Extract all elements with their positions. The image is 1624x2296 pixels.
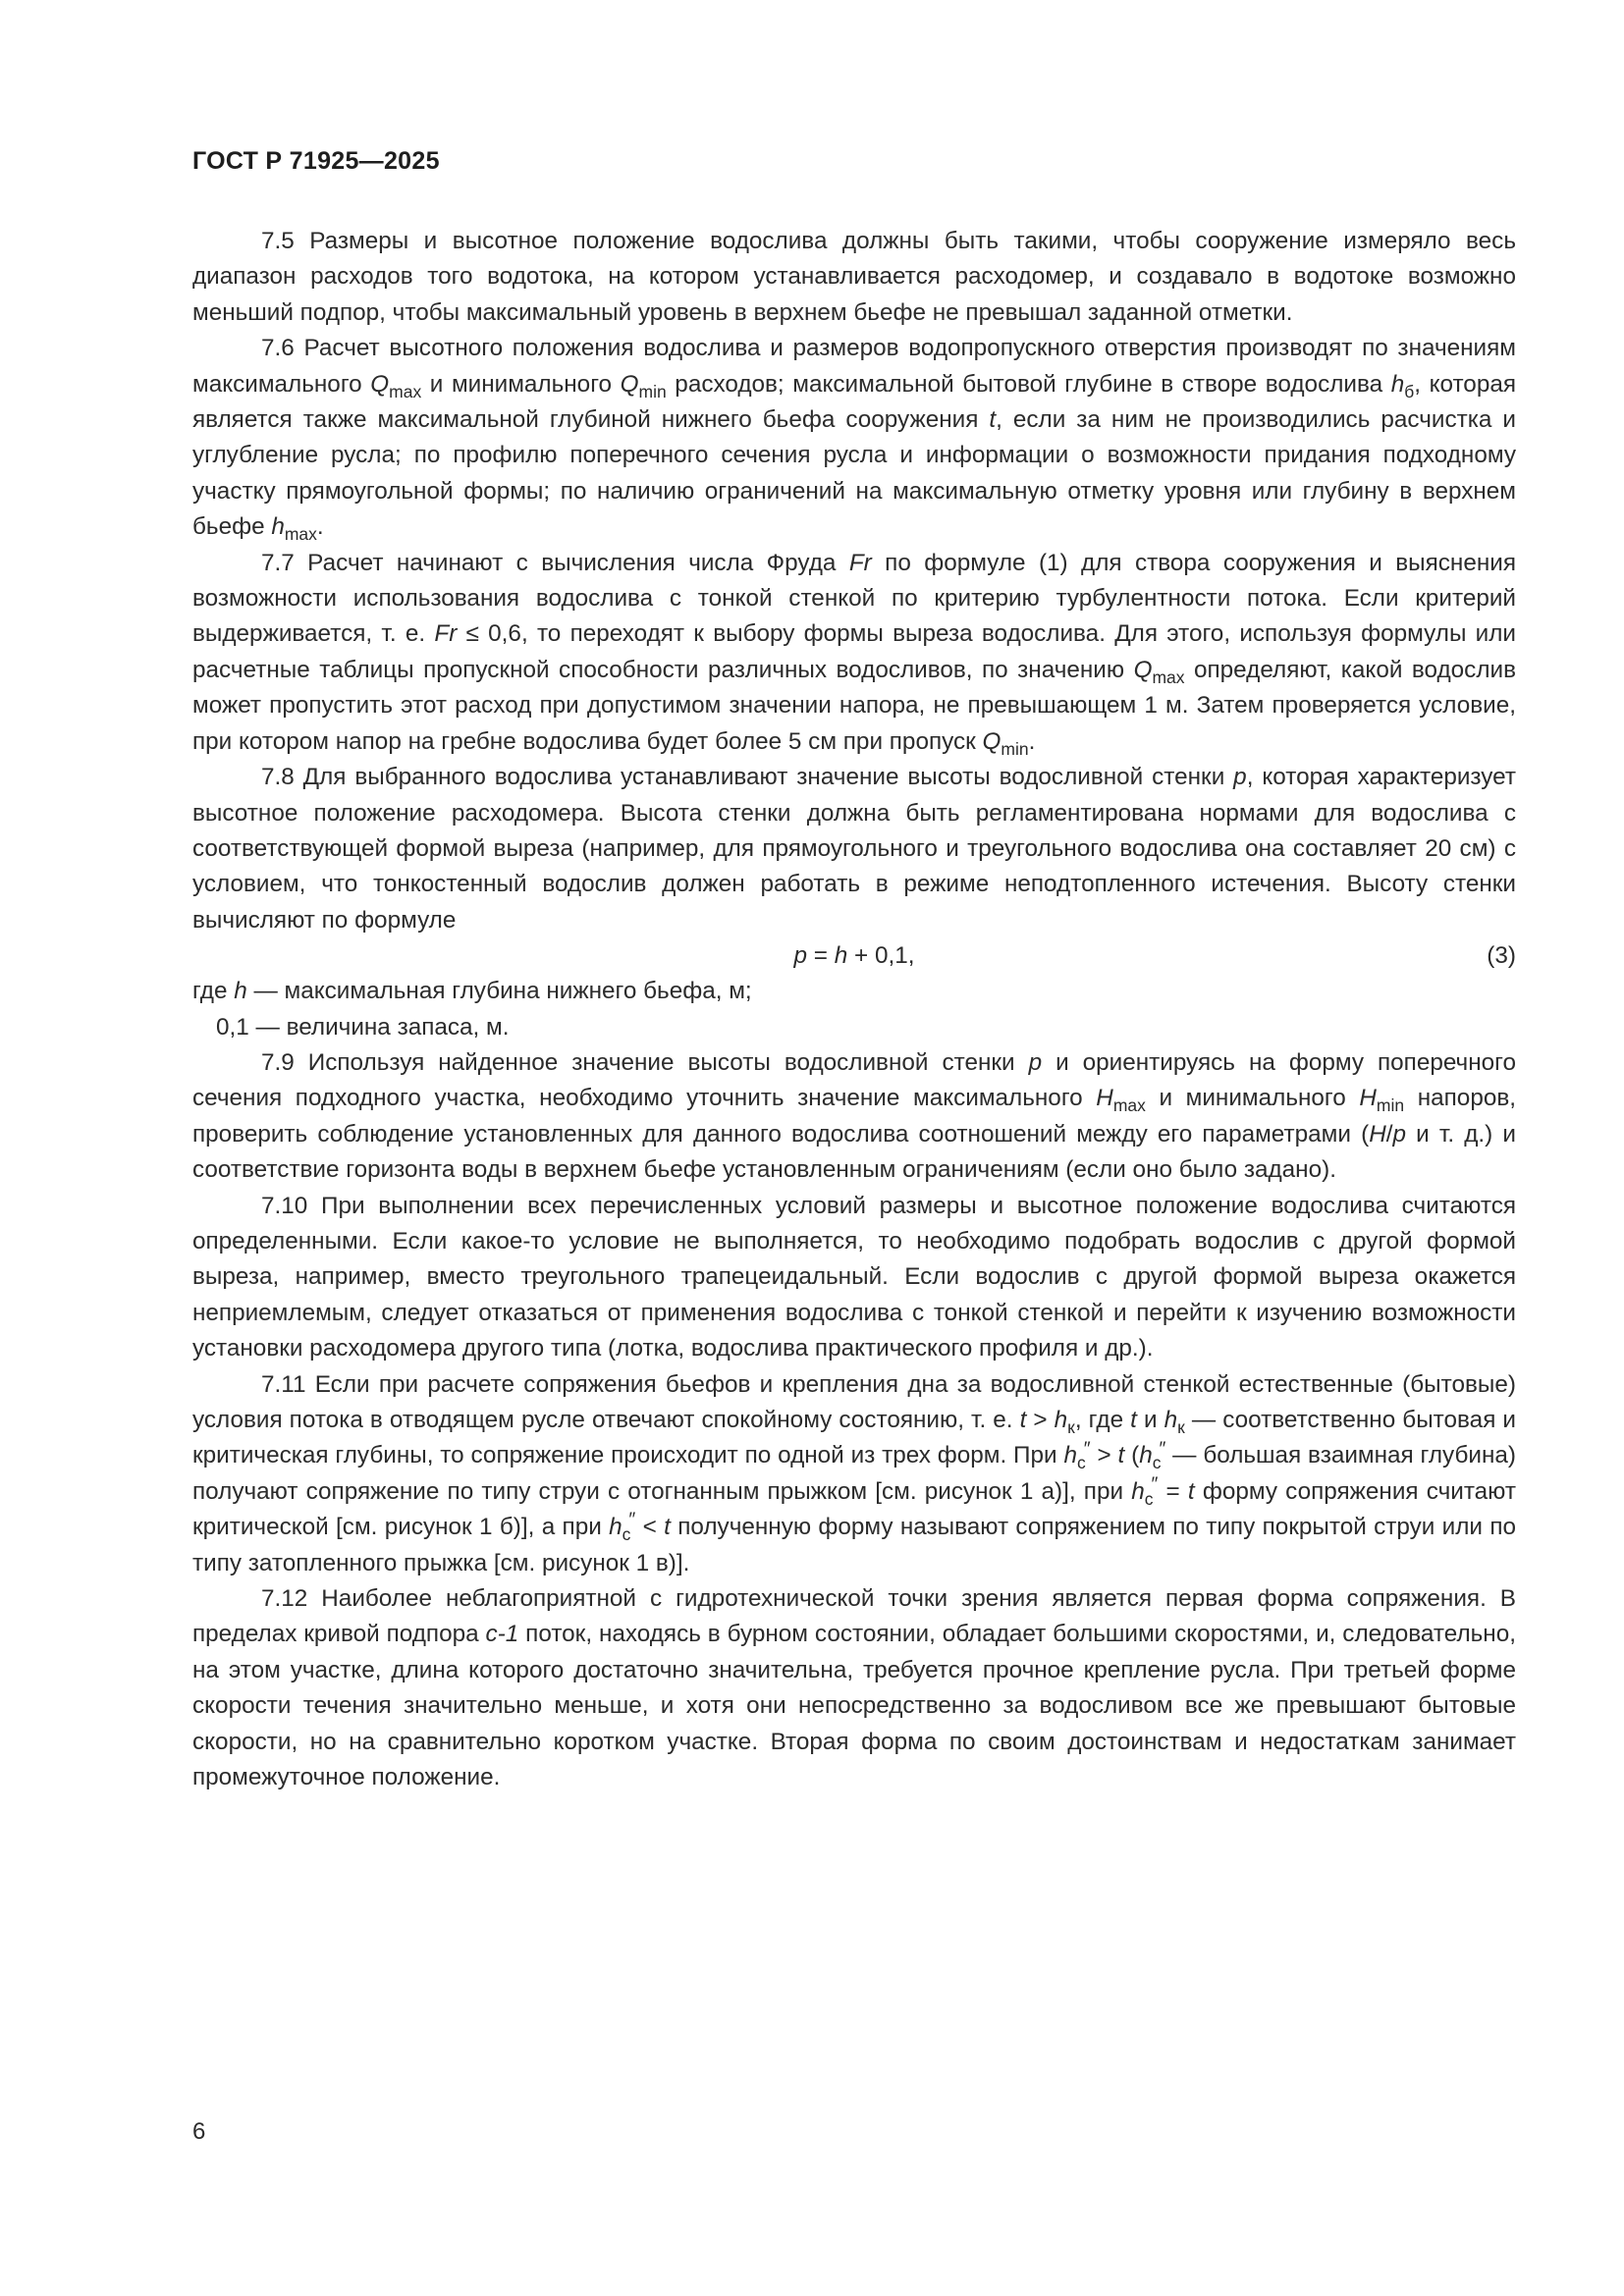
paragraph-7-9: 7.9 Используя найденное значение высоты водосливной стенки p и ориентируясь на форму поперечного сечения подходного участка, необходимо уточнить значение максимального $H_{max}$ и минимального $H_{min}$ напоров, проверить соблюдение установленных для данного водослива соотношений между его параметрами (H/p и т. д.) и соответствие горизонта воды в верхнем бьефе установленным ограничениям (если оно было задано). bbox=[192, 1048, 1517, 1184]
formula-where-reserve: 0,1 — величина запаса, м. bbox=[216, 1013, 510, 1041]
paragraph-7-5: 7.5 Размеры и высотное положение водослива должны быть такими, чтобы сооружение измеряло весь диапазон расходов того водотока, на котором устанавливается расходомер, и создавало в водотоке возможно меньший подпор, чтобы максимальный уровень в верхнем бьефе не превышал заданной отметки. bbox=[192, 228, 1516, 326]
paragraph-7-8: 7.8 Для выбранного водослива устанавливают значение высоты водосливной стенки p, которая характеризует высотное положение расходомера. Высота стенки должна быть регламентирована нормами для водослива с соответствующей формой выреза (например, для прямоугольного и треугольного водослива она составляет 20 см) с условием, что тонкостенный водослив должен работать в режиме неподтопленного истечения. Высоту стенки вычисляют по формуле bbox=[192, 764, 1517, 934]
paragraph-7-10: 7.10 При выполнении всех перечисленных условий размеры и высотное положение водослива считаются определенными. Если какое-то условие не выполняется, то необходимо подобрать водослив с другой формой выреза, например, вместо треугольного трапецеидальный. Если водослив с другой формой выреза окажется неприемлемым, следует отказаться от применения водослива с тонкой стенкой и перейти к изучению возможности установки расходомера другого типа (лотка, водослива практического профиля и др.). bbox=[192, 1192, 1516, 1362]
formula-3-row bbox=[192, 938, 1516, 974]
page-number: 6 bbox=[192, 2118, 206, 2145]
document-body bbox=[192, 224, 1516, 1795]
formula-where-h: где h — максимальная глубина нижнего бьефа, м; bbox=[192, 978, 752, 1005]
formula-3: p = h + 0,1, bbox=[793, 942, 915, 970]
paragraph-7-12: 7.12 Наиболее неблагоприятной с гидротехнической точки зрения является первая форма сопряжения. В пределах кривой подпора с-1 поток, находясь в бурном состоянии, обладает большими скоростями, и, следовательно, на этом участке, длина которого достаточно значительна, требуется прочное крепление русла. При третьей форме скорости течения значительно меньше, и хотя они непосредственно за водосливом все же превышают бытовые скорости, но на сравнительно коротком участке. Вторая форма по своим достоинствам и недостаткам занимает промежуточное положение. bbox=[192, 1585, 1516, 1791]
document-header: ГОСТ Р 71925—2025 bbox=[192, 147, 440, 175]
paragraph-7-7: 7.7 Расчет начинают с вычисления числа Фруда Fr по формуле (1) для створа сооружения и выяснения возможности использования водослива с тонкой стенкой по критерию турбулентности потока. Если критерий выдерживается, т. е. Fr ≤ 0,6, то переходят к выбору формы выреза водослива. Для этого, используя формулы или расчетные таблицы пропускной способности различных водосливов, по значению $Q_{max}$ определяют, какой водослив может пропустить этот расход при допустимом значении напора, не превышающем 1 м. Затем проверяется условие, при котором напор на гребне водослива будет более 5 см при пропуск $Q_{min}$. bbox=[192, 549, 1516, 759]
paragraph-7-6: 7.6 Расчет высотного положения водослива и размеров водопропускного отверстия производят по значениям максимального $Q_{max}$ и минимального $Q_{min}$ расходов; максимальной бытовой глубине в створе водослива $h_б$, которая является также максимальной глубиной нижнего бьефа сооружения t, если за ним не производились расчистка и углубление русла; по профилю поперечного сечения русла и информации о возможности придания подходному участку прямоугольной формы; по наличию ограничений на максимальную отметку уровня или глубину в верхнем бьефе $h_{max}$. bbox=[192, 335, 1517, 545]
paragraph-7-11: 7.11 Если при расчете сопряжения бьефов и крепления дна за водосливной стенкой естественные (бытовые) условия потока в отводящем русле отвечают спокойному состоянию, т. е. $t > h_к$, где t и $h_к$ — соответственно бытовая и критическая глубины, то сопряжение происходит по одной из трех форм. При $h_с'' > t$ ($h_с''$ — большая взаимная глубина) получают сопряжение по типу струи с отогнанным прыжком [см. рисунок 1 а)], при $h_с'' = t$ форму сопряжения считают критической [см. рисунок 1 б)], а при $h_с'' < t$ полученную форму называют сопряжением по типу покрытой струи или по типу затопленного прыжка [см. рисунок 1 в)]. bbox=[192, 1370, 1517, 1576]
formula-number: (3) bbox=[1487, 942, 1516, 970]
